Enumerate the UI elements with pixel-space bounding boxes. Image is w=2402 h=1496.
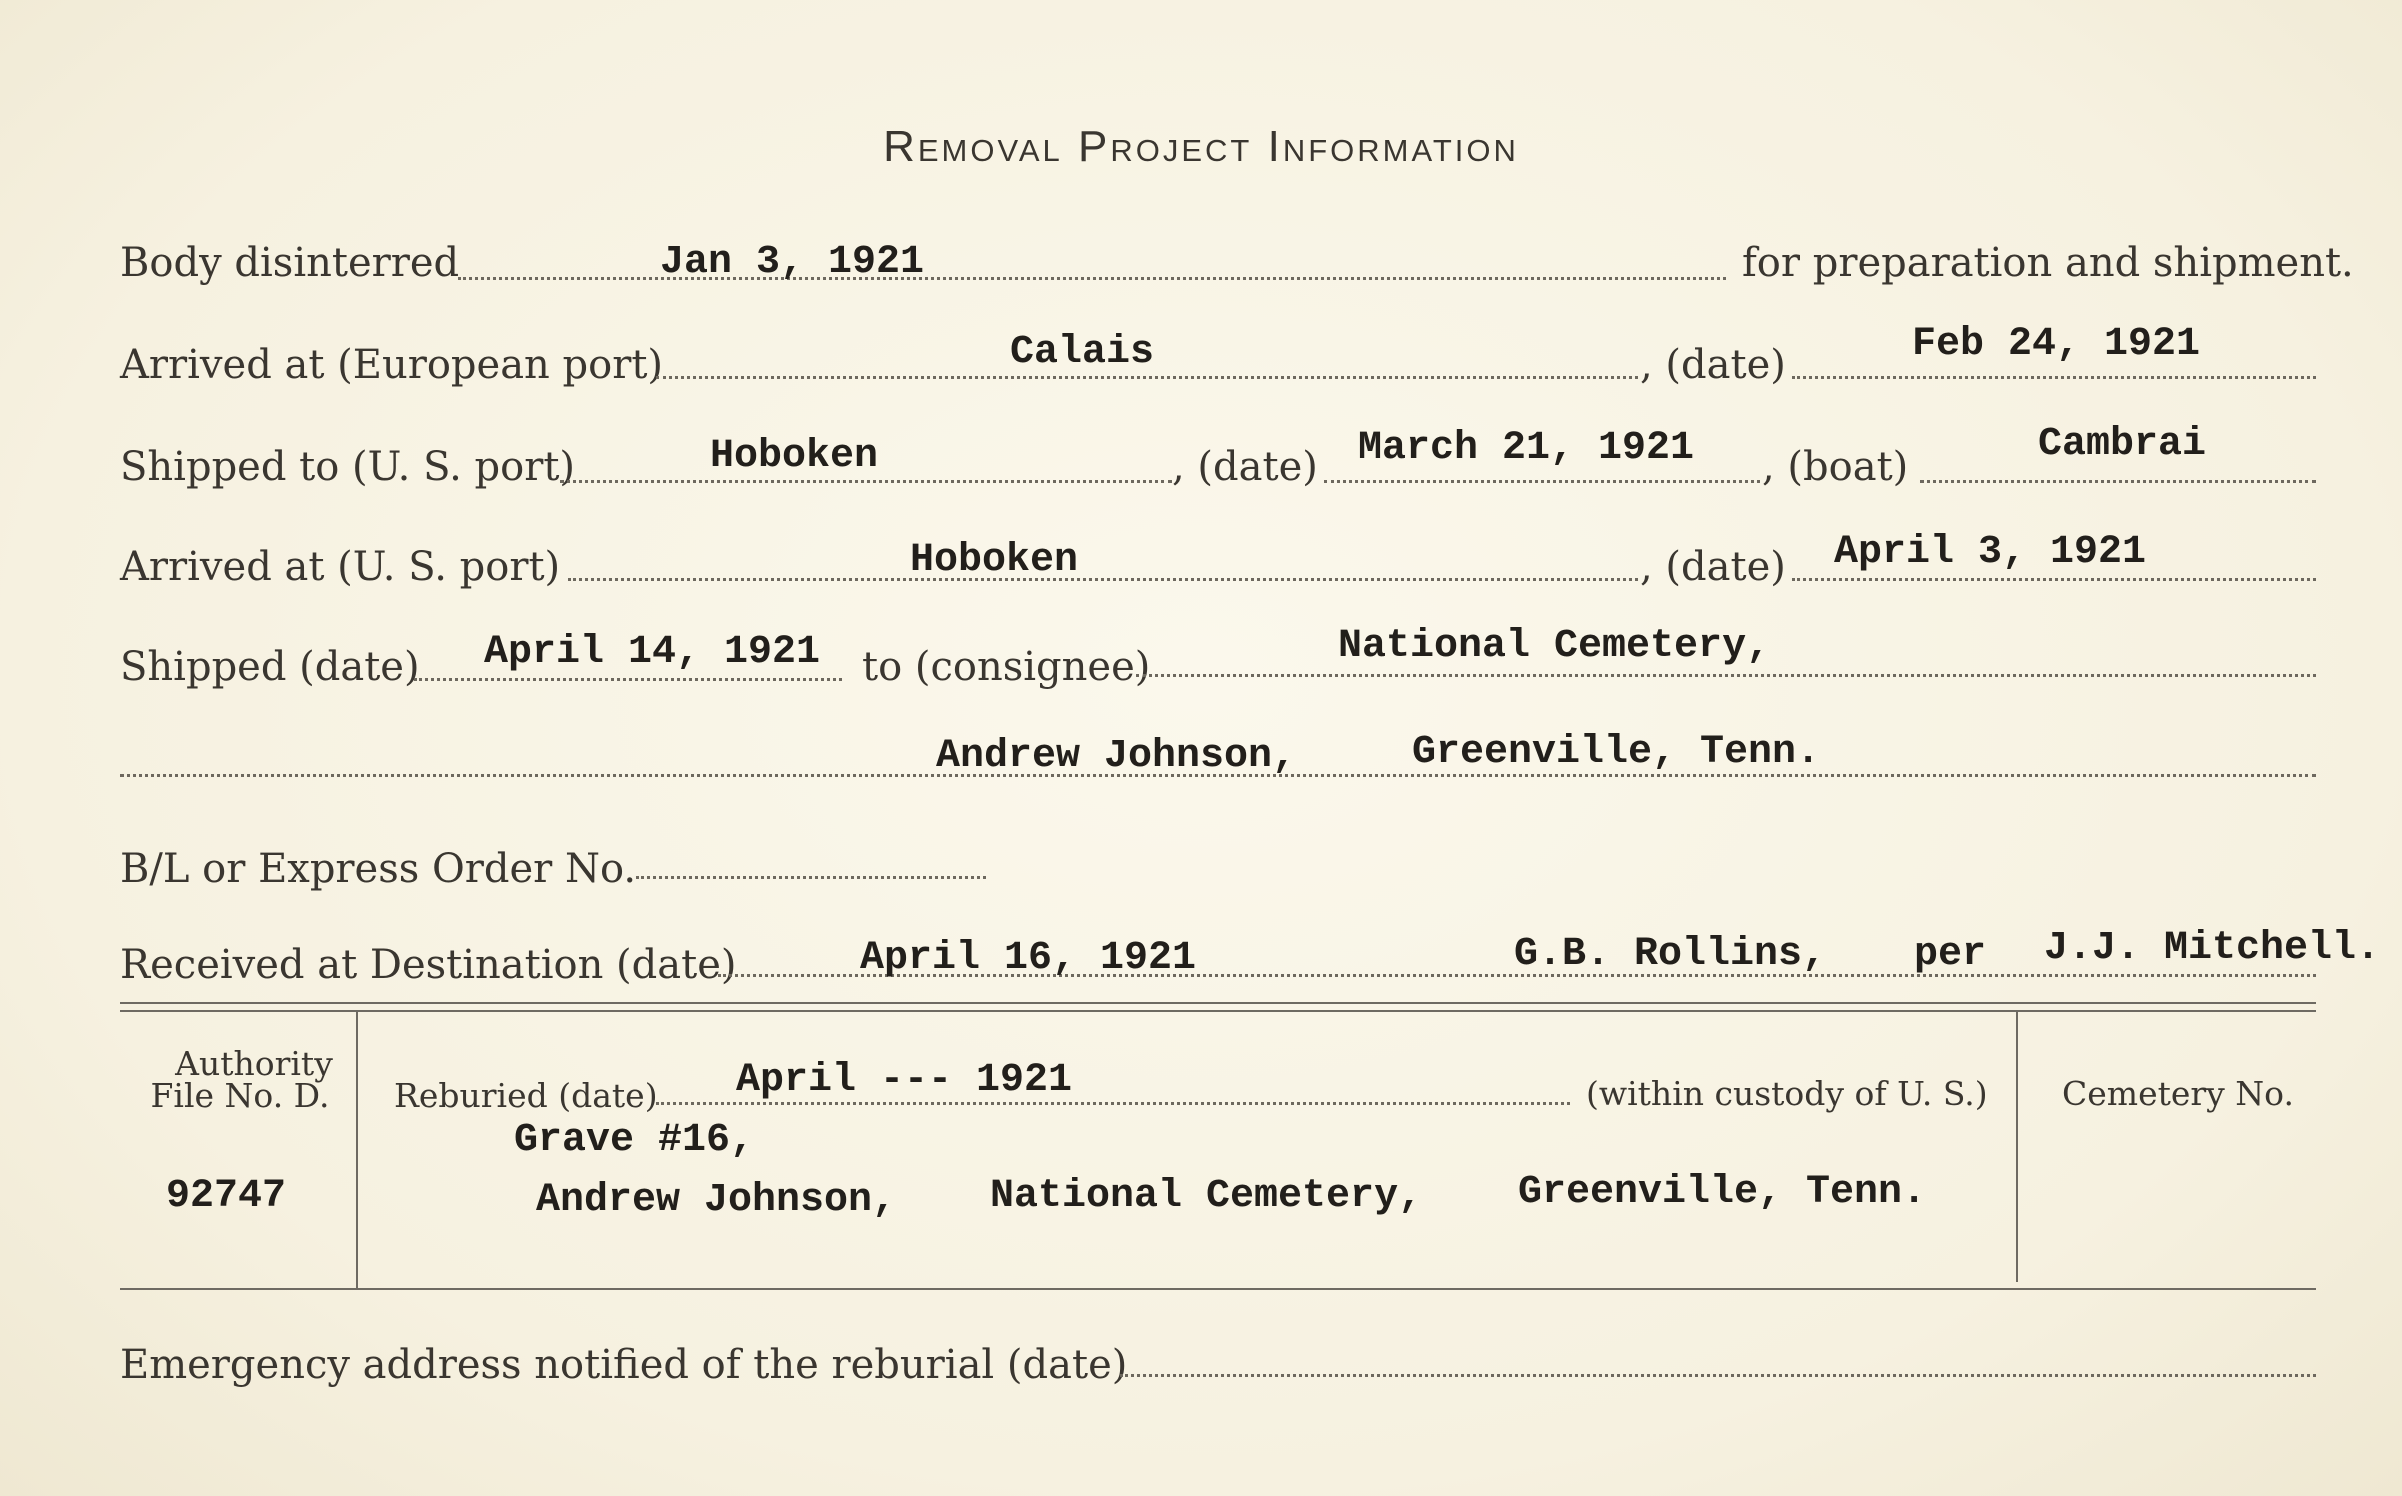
us-port-date-line xyxy=(1792,578,2316,581)
consignee-3: Greenville, Tenn. xyxy=(1412,730,1821,775)
bl-label: B/L or Express Order No. xyxy=(120,846,637,892)
reburied-label: Reburied (date) xyxy=(394,1076,658,1115)
eu-port-label: Arrived at (European port) xyxy=(120,342,664,388)
shipped-to-date: March 21, 1921 xyxy=(1358,426,1695,471)
bl-line xyxy=(636,876,986,879)
shipped-to-line xyxy=(560,480,1172,483)
received-value: April 16, 1921 xyxy=(860,936,1197,981)
box-bottom-rule xyxy=(120,1288,2316,1290)
emergency-line xyxy=(1120,1374,2316,1377)
shipped-to-date-label: , (date) xyxy=(1172,444,1318,490)
authority-label-2: File No. D. xyxy=(150,1076,330,1115)
reburied-value: April --- 1921 xyxy=(736,1058,1073,1103)
box-divider-left xyxy=(356,1012,358,1288)
eu-port-date: Feb 24, 1921 xyxy=(1912,322,2201,367)
boat-value: Cambrai xyxy=(2038,422,2207,467)
reburial-loc-2: National Cemetery, xyxy=(990,1174,1423,1219)
boat-line xyxy=(1920,480,2316,483)
box-top-rule-2 xyxy=(120,1010,2316,1012)
per-name: J.J. Mitchell. xyxy=(2044,926,2381,971)
card-title: Removal Project Information xyxy=(883,122,1519,171)
disinterred-label: Body disinterred xyxy=(120,240,460,286)
shipped-to-date-line xyxy=(1324,480,1760,483)
consignee-2: Andrew Johnson, xyxy=(936,734,1297,779)
us-port-date: April 3, 1921 xyxy=(1834,530,2147,575)
shipped-date-value: April 14, 1921 xyxy=(484,630,821,675)
box-top-rule-1 xyxy=(120,1002,2316,1004)
shipped-date-line xyxy=(414,678,842,681)
shipped-to-value: Hoboken xyxy=(710,434,879,479)
consignee-label: to (consignee) xyxy=(862,644,1151,690)
eu-port-date-label: , (date) xyxy=(1640,342,1786,388)
authority-label-1: Authority xyxy=(175,1044,333,1083)
file-number: 92747 xyxy=(166,1174,287,1219)
per-label: per xyxy=(1914,932,1987,977)
shipped-to-label: Shipped to (U. S. port) xyxy=(120,444,575,490)
reburial-loc-3: Greenville, Tenn. xyxy=(1518,1170,1927,1215)
eu-port-value: Calais xyxy=(1010,330,1155,375)
box-divider-right xyxy=(2016,1012,2018,1282)
emergency-label: Emergency address notified of the reburial (date) xyxy=(120,1342,1128,1388)
cemetery-no-label: Cemetery No. xyxy=(2062,1074,2294,1113)
disinterred-value: Jan 3, 1921 xyxy=(660,240,925,285)
consignee-line xyxy=(1136,674,2316,677)
disinterred-line xyxy=(458,277,1726,280)
us-port-label: Arrived at (U. S. port) xyxy=(120,544,561,590)
us-port-line xyxy=(568,578,1638,581)
disinterred-suffix: for preparation and shipment. xyxy=(1742,240,2354,286)
us-port-date-label: , (date) xyxy=(1640,544,1786,590)
shipped-date-label: Shipped (date) xyxy=(120,644,420,690)
custody-label: (within custody of U. S.) xyxy=(1586,1074,1988,1113)
reburial-loc-1: Andrew Johnson, xyxy=(536,1178,897,1223)
us-port-value: Hoboken xyxy=(910,538,1079,583)
grave-number: Grave #16, xyxy=(514,1118,755,1163)
boat-label: , (boat) xyxy=(1762,444,1909,490)
eu-port-line xyxy=(656,376,1638,379)
eu-port-date-line xyxy=(1792,376,2316,379)
consignee-1: National Cemetery, xyxy=(1338,624,1771,669)
received-by: G.B. Rollins, xyxy=(1514,932,1827,977)
received-label: Received at Destination (date) xyxy=(120,942,737,988)
